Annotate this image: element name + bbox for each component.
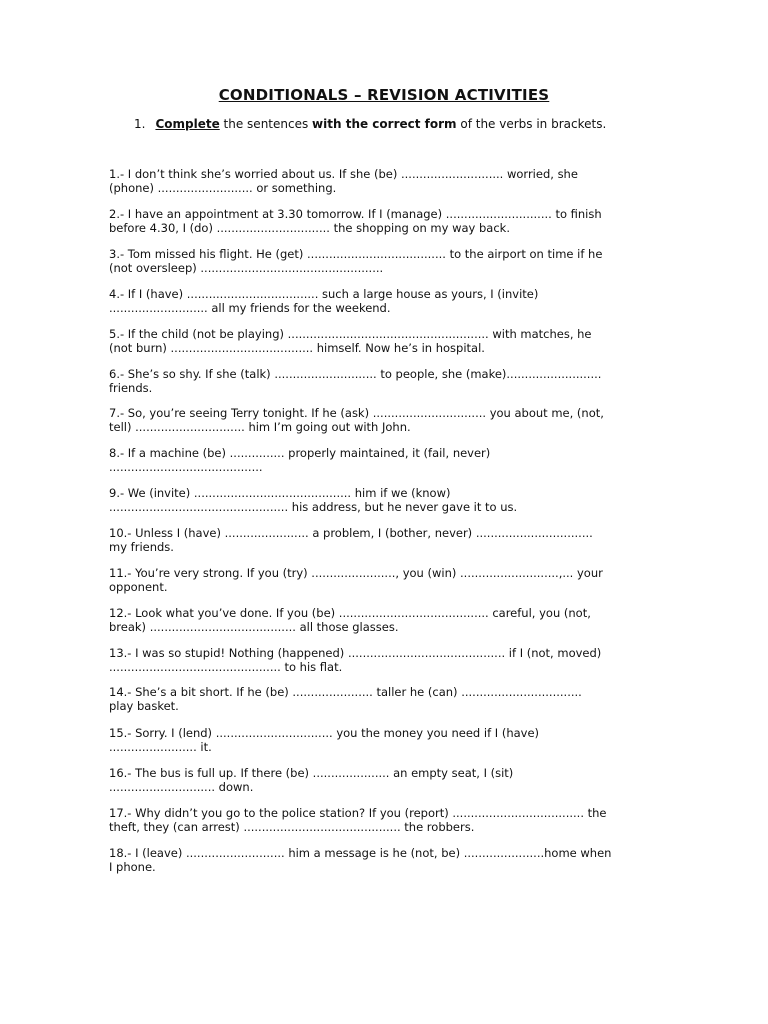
exercise-line: 5.- If the child (not be playing) ....................................................... with matches, he <box>109 327 592 341</box>
exercise-item-18 <box>109 846 669 874</box>
exercise-line: 16.- The bus is full up. If there (be) ..................... an empty seat, I (sit) <box>109 766 514 780</box>
page-title: CONDITIONALS – REVISION ACTIVITIES <box>218 86 550 104</box>
exercise-line: 11.- You’re very strong. If you (try) ......................., you (win) ...........................,... your <box>109 566 603 580</box>
exercise-item-10 <box>109 526 669 554</box>
exercise-item-3 <box>109 247 669 275</box>
exercise-line: .......................................... <box>109 460 263 474</box>
exercise-item-7 <box>109 406 669 434</box>
exercise-item-15 <box>109 726 669 754</box>
exercise-line: 17.- Why didn’t you go to the police station? If you (report) .................................... the <box>109 806 607 820</box>
exercise-line: ............................. down. <box>109 780 254 794</box>
instruction-number: 1. <box>134 117 146 131</box>
exercise-item-5 <box>109 327 669 355</box>
exercise-item-16 <box>109 766 669 794</box>
exercise-line: before 4.30, I (do) ............................... the shopping on my way back. <box>109 221 510 235</box>
exercise-line: ........................ it. <box>109 740 212 754</box>
exercise-line: 15.- Sorry. I (lend) ................................ you the money you need if I (have) <box>109 726 540 740</box>
exercise-line: (not oversleep) .................................................. <box>109 261 384 275</box>
exercise-item-9 <box>109 486 669 514</box>
exercise-line: theft, they (can arrest) ........................................... the robbers. <box>109 820 475 834</box>
exercise-item-4 <box>109 287 669 315</box>
exercise-line: 2.- I have an appointment at 3.30 tomorrow. If I (manage) ............................. to finish <box>109 207 602 221</box>
exercise-item-17 <box>109 806 669 834</box>
instruction-text-1: the sentences <box>219 117 313 131</box>
exercise-line: I phone. <box>109 860 156 874</box>
exercise-line: (phone) .......................... or something. <box>109 181 337 195</box>
exercise-line: ................................................. his address, but he never gave it to us. <box>109 500 518 514</box>
exercise-item-1 <box>109 167 669 195</box>
exercise-line: break) ........................................ all those glasses. <box>109 620 399 634</box>
exercise-line: tell) .............................. him I’m going out with John. <box>109 420 411 434</box>
exercise-line: friends. <box>109 381 153 395</box>
exercise-line: my friends. <box>109 540 174 554</box>
instruction <box>134 117 606 131</box>
exercise-line: play basket. <box>109 699 179 713</box>
exercise-line: opponent. <box>109 580 168 594</box>
exercise-item-14 <box>109 685 669 713</box>
exercise-line: 1.- I don’t think she’s worried about us. If she (be) ............................ worried, she <box>109 167 578 181</box>
exercise-line: 8.- If a machine (be) ............... properly maintained, it (fail, never) <box>109 446 491 460</box>
exercise-line: 10.- Unless I (have) ....................... a problem, I (bother, never) ................................ <box>109 526 593 540</box>
exercise-line: 13.- I was so stupid! Nothing (happened) ........................................... if I (not, moved) <box>109 646 602 660</box>
exercise-item-11 <box>109 566 669 594</box>
exercise-line: 6.- She’s so shy. If she (talk) ............................ to people, she (make).......................... <box>109 367 602 381</box>
instruction-text-2: of the verbs in brackets. <box>456 117 607 131</box>
instruction-bold: with the correct form <box>312 117 457 131</box>
exercise-line: 3.- Tom missed his flight. He (get) ...................................... to the airport on time if he <box>109 247 603 261</box>
exercise-item-2 <box>109 207 669 235</box>
instruction-verb: Complete <box>155 117 220 131</box>
exercise-line: 9.- We (invite) ........................................... him if we (know) <box>109 486 451 500</box>
exercise-line: 7.- So, you’re seeing Terry tonight. If he (ask) ............................... you about me, (not, <box>109 406 604 420</box>
exercise-line: 4.- If I (have) .................................... such a large house as yours, I (invite) <box>109 287 539 301</box>
exercise-line: 12.- Look what you’ve done. If you (be) ......................................... careful, you (not, <box>109 606 591 620</box>
exercise-item-6 <box>109 367 669 395</box>
exercise-line: (not burn) ....................................... himself. Now he’s in hospital. <box>109 341 485 355</box>
exercise-line: ........................... all my friends for the weekend. <box>109 301 391 315</box>
exercise-line: 14.- She’s a bit short. If he (be) ...................... taller he (can) ................................. <box>109 685 582 699</box>
exercise-line: 18.- I (leave) ........................... him a message is he (not, be) ......................home when <box>109 846 612 860</box>
exercise-item-13 <box>109 646 669 674</box>
exercise-item-12 <box>109 606 669 634</box>
exercise-line: ............................................... to his flat. <box>109 660 343 674</box>
exercise-item-8 <box>109 446 669 474</box>
